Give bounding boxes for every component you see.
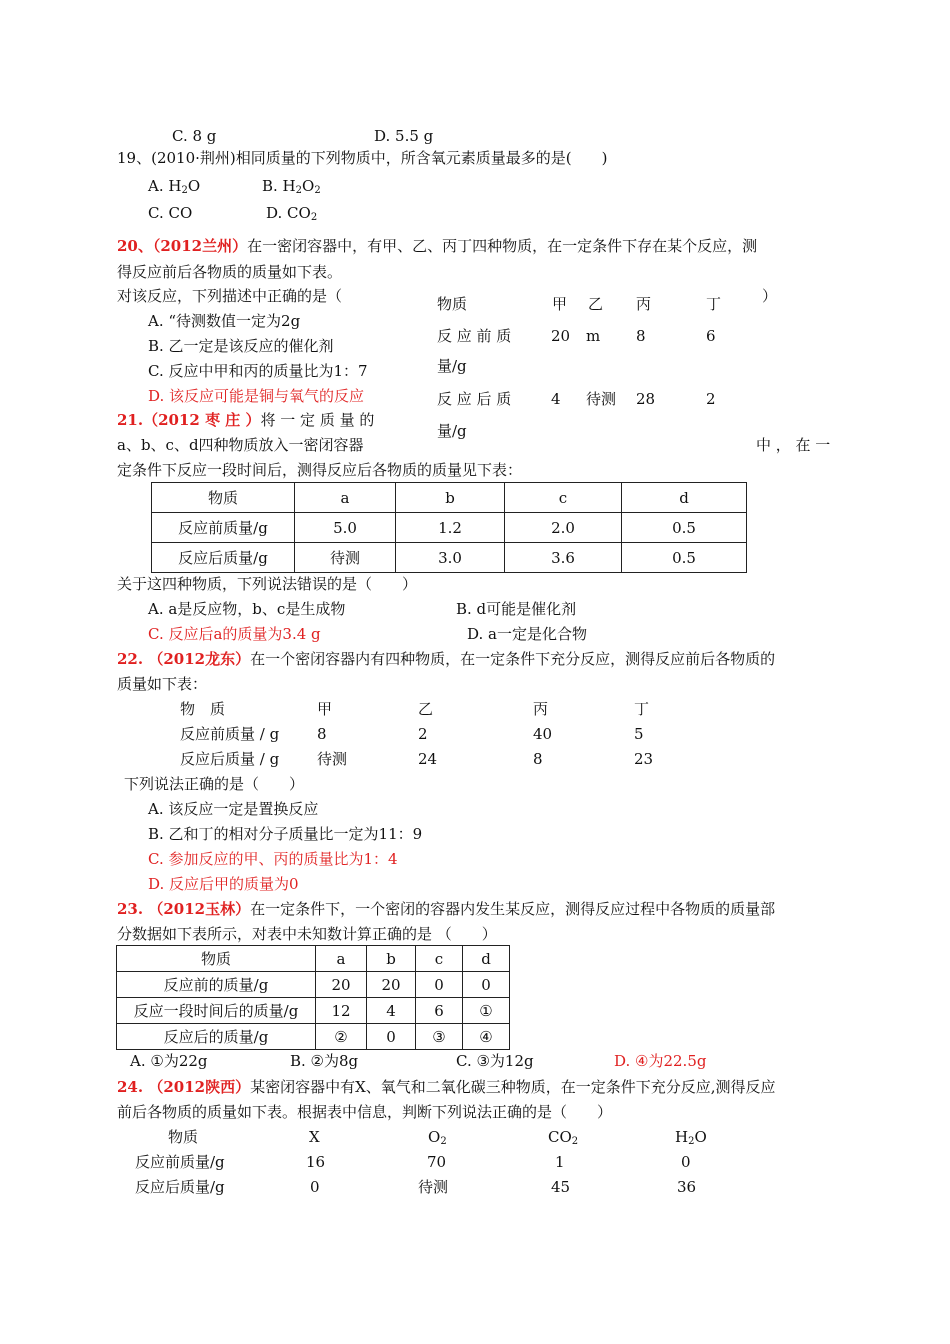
q21-stem-line2-tail: 中 ， 在 一 xyxy=(756,436,831,454)
q20-table-row1-label: 反 应 前 质 xyxy=(437,327,512,345)
q20-table-header-substance: 物质 xyxy=(437,295,468,313)
q22-row2-ding: 23 xyxy=(634,750,654,768)
q23-option-d: D. ④为22.5g xyxy=(614,1052,707,1070)
q22-stem-line1: 22. （2012龙东）在一个密闭容器内有四种物质，在一定条件下充分反应，测得反应前后各物质的 xyxy=(117,650,776,668)
q20-option-c: C. 反应中甲和丙的质量比为1：7 xyxy=(148,362,368,380)
q22-row1-jia: 8 xyxy=(317,725,327,743)
q22-th-yi: 乙 xyxy=(418,700,434,718)
q24-th-substance: 物质 xyxy=(168,1128,199,1146)
q18-option-c: C. 8 g xyxy=(172,127,217,145)
q24-th-o2: $O_2$ xyxy=(428,1128,447,1147)
q23-row1-c: 0 xyxy=(416,972,463,998)
q24-row1-label: 反应前质量/g xyxy=(135,1153,225,1171)
table-row xyxy=(117,1024,510,1050)
q23-row1-d: 0 xyxy=(463,972,510,998)
q21-row1-c: 2.0 xyxy=(505,513,622,543)
q24-row2-co2: 45 xyxy=(551,1178,571,1196)
q24-row2-x: 0 xyxy=(310,1178,320,1196)
q21-ask: 关于这四种物质，下列说法错误的是（ ） xyxy=(117,575,418,593)
q24-row2-o2: 待测 xyxy=(418,1178,449,1196)
q20-option-b: B. 乙一定是该反应的催化剂 xyxy=(148,337,334,355)
q23-row3-c: ③ xyxy=(416,1024,463,1050)
q22-row1-ding: 5 xyxy=(634,725,644,743)
q23-row3-a: ② xyxy=(316,1024,367,1050)
q24-th-co2: $CO_2$ xyxy=(548,1128,579,1147)
q22-th-substance: 物 质 xyxy=(180,700,226,718)
q20-table-row2-yi: 待测 xyxy=(586,390,617,408)
q20-option-d: D. 该反应可能是铜与氧气的反应 xyxy=(148,387,365,405)
q22-option-c: C. 参加反应的甲、丙的质量比为1：4 xyxy=(148,850,398,868)
q23-row2-a: 12 xyxy=(316,998,367,1024)
q23-option-c: C. ③为12g xyxy=(456,1052,534,1070)
q23-row2-d: ① xyxy=(463,998,510,1024)
q23-row2-c: 6 xyxy=(416,998,463,1024)
q22-row2-bing: 8 xyxy=(533,750,543,768)
q19-option-a: A. $H_2O$ xyxy=(148,177,201,196)
q20-table-row2-unit: 量/g xyxy=(437,422,467,440)
q21-stem-line1: 21.（2012 枣 庄 ）将 一 定 质 量 的 xyxy=(117,411,375,429)
q21-option-a: A. a是反应物，b、c是生成物 xyxy=(148,600,346,618)
q24-th-x: X xyxy=(309,1128,320,1146)
q20-table-row1-unit: 量/g xyxy=(437,357,467,375)
q23-row1-label: 反应前的质量/g xyxy=(117,972,316,998)
q23-row3-d: ④ xyxy=(463,1024,510,1050)
q21-row2-d: 0.5 xyxy=(622,543,747,573)
q21-th-c: c xyxy=(505,483,622,513)
q21-row2-a: 待测 xyxy=(295,543,396,573)
q23-th-b: b xyxy=(367,946,416,972)
table-row xyxy=(152,543,747,573)
q21-stem-line2: a、b、c、d四种物质放入一密闭容器 xyxy=(117,436,364,454)
q18-option-d: D. 5.5 g xyxy=(374,127,434,145)
q21-option-d: D. a一定是化合物 xyxy=(467,625,587,643)
q22-row2-label: 反应后质量 / g xyxy=(180,750,280,768)
q22-row2-jia: 待测 xyxy=(317,750,348,768)
q23-th-substance: 物质 xyxy=(117,946,316,972)
q24-stem-line1: 24. （2012陕西）某密闭容器中有X、氧气和二氧化碳三种物质，在一定条件下充分反应,测得反应 xyxy=(117,1078,776,1096)
q23-option-b: B. ②为8g xyxy=(290,1052,359,1070)
q24-row1-h2o: 0 xyxy=(681,1153,691,1171)
q21-th-d: d xyxy=(622,483,747,513)
q20-table-header-yi: 乙 xyxy=(588,295,604,313)
q23-row1-a: 20 xyxy=(316,972,367,998)
q23-row2-label: 反应一段时间后的质量/g xyxy=(117,998,316,1024)
q24-row2-label: 反应后质量/g xyxy=(135,1178,225,1196)
q23-th-d: d xyxy=(463,946,510,972)
q20-table-header-jia: 甲 xyxy=(552,295,568,313)
q20-table-row2-jia: 4 xyxy=(551,390,561,408)
q20-option-a: A. “待测数值一定为2g xyxy=(148,312,301,330)
q23-th-c: c xyxy=(416,946,463,972)
q20-table-row2-ding: 2 xyxy=(706,390,716,408)
q21-row1-b: 1.2 xyxy=(396,513,505,543)
q20-stem-line1: 20、（2012兰州）在一密闭容器中，有甲、乙、丙丁四种物质，在一定条件下存在某个反应，测 xyxy=(117,237,758,255)
q20-table-header-ding: 丁 xyxy=(706,295,722,313)
q22-row1-bing: 40 xyxy=(533,725,553,743)
q21-row1-label: 反应前质量/g xyxy=(152,513,295,543)
q22-ask: 下列说法正确的是（ ） xyxy=(124,775,305,793)
q22-stem-line2: 质量如下表： xyxy=(117,675,208,693)
q22-option-b: B. 乙和丁的相对分子质量比一定为11：9 xyxy=(148,825,423,843)
q22-row2-yi: 24 xyxy=(418,750,438,768)
q21-th-substance: 物质 xyxy=(152,483,295,513)
q21-th-b: b xyxy=(396,483,505,513)
q21-row2-c: 3.6 xyxy=(505,543,622,573)
q20-close-paren: ） xyxy=(762,287,778,305)
q20-table-header-bing: 丙 xyxy=(636,295,652,313)
q24-row2-h2o: 36 xyxy=(677,1178,697,1196)
q21-row2-label: 反应后质量/g xyxy=(152,543,295,573)
q21-row1-d: 0.5 xyxy=(622,513,747,543)
table-row xyxy=(117,998,510,1024)
q20-table-row2-label: 反 应 后 质 xyxy=(437,390,512,408)
q21-th-a: a xyxy=(295,483,396,513)
q20-table-row2-bing: 28 xyxy=(636,390,656,408)
q21-option-b: B. d可能是催化剂 xyxy=(456,600,577,618)
q24-row1-co2: 1 xyxy=(555,1153,565,1171)
q22-th-ding: 丁 xyxy=(634,700,650,718)
q22-th-bing: 丙 xyxy=(533,700,549,718)
q21-option-c: C. 反应后a的质量为3.4 g xyxy=(148,625,321,643)
q22-row1-yi: 2 xyxy=(418,725,428,743)
q23-row3-b: 0 xyxy=(367,1024,416,1050)
q23-row2-b: 4 xyxy=(367,998,416,1024)
q23-th-a: a xyxy=(316,946,367,972)
q23-table xyxy=(116,945,510,1050)
q19-option-b: B. $H_2O_2$ xyxy=(262,177,321,196)
q19-option-d: D. $CO_2$ xyxy=(266,204,318,223)
q24-row1-x: 16 xyxy=(306,1153,326,1171)
q20-table-row1-ding: 6 xyxy=(706,327,716,345)
q23-table-header xyxy=(117,946,510,972)
q21-table-header xyxy=(152,483,747,513)
q24-th-h2o: $H_2O$ xyxy=(675,1128,707,1147)
q21-table xyxy=(151,482,747,573)
q24-row1-o2: 70 xyxy=(427,1153,447,1171)
table-row xyxy=(117,972,510,998)
q20-table-row1-yi: m xyxy=(586,327,601,345)
q23-stem-line2: 分数据如下表所示，对表中未知数计算正确的是 （ ） xyxy=(117,925,497,943)
q20-table-row1-jia: 20 xyxy=(551,327,571,345)
q19-stem: 19、(2010·荆州)相同质量的下列物质中，所含氧元素质量最多的是( ) xyxy=(117,149,608,167)
q22-option-a: A. 该反应一定是置换反应 xyxy=(148,800,319,818)
q22-option-d: D. 反应后甲的质量为0 xyxy=(148,875,299,893)
q20-stem-line2: 得反应前后各物质的质量如下表。 xyxy=(117,263,343,281)
q24-stem-line2: 前后各物质的质量如下表。根据表中信息，判断下列说法正确的是（ ） xyxy=(117,1103,613,1121)
q23-option-a: A. ①为22g xyxy=(130,1052,208,1070)
q21-row2-b: 3.0 xyxy=(396,543,505,573)
q19-option-c: C. CO xyxy=(148,204,193,222)
q21-stem-line3: 定条件下反应一段时间后，测得反应后各物质的质量见下表： xyxy=(117,461,523,479)
q23-row1-b: 20 xyxy=(367,972,416,998)
table-row xyxy=(152,513,747,543)
q23-stem-line1: 23. （2012玉林）在一定条件下，一个密闭的容器内发生某反应，测得反应过程中各物质的质量部 xyxy=(117,900,776,918)
q22-th-jia: 甲 xyxy=(317,700,333,718)
q22-row1-label: 反应前质量 / g xyxy=(180,725,280,743)
q21-row1-a: 5.0 xyxy=(295,513,396,543)
q20-stem-line3: 对该反应，下列描述中正确的是（ xyxy=(117,287,343,305)
q20-table-row1-bing: 8 xyxy=(636,327,646,345)
q23-row3-label: 反应后的质量/g xyxy=(117,1024,316,1050)
